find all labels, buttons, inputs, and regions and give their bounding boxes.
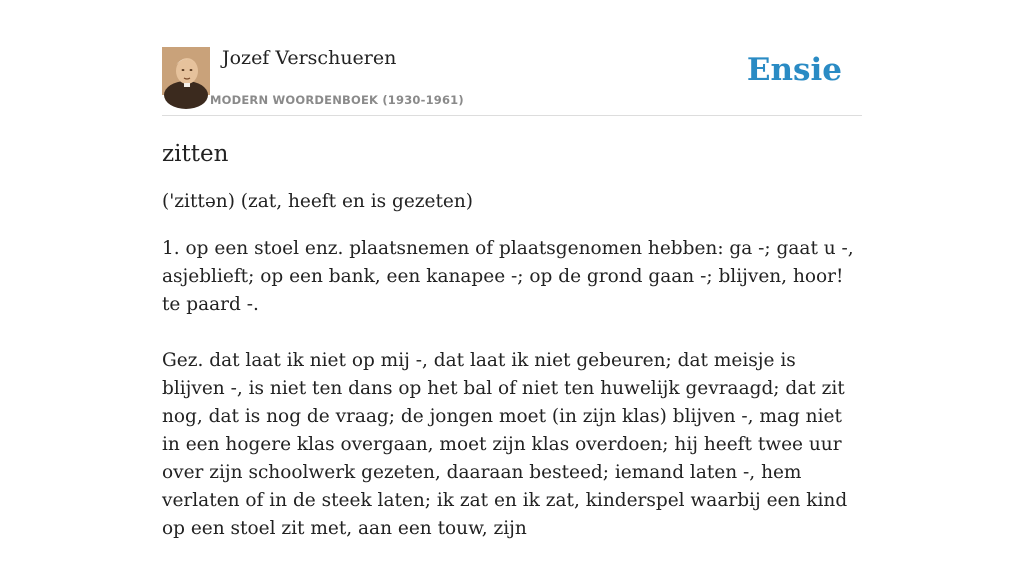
header-divider: [162, 115, 862, 116]
entry-paragraph-1: 1. op een stoel enz. plaatsnemen of plaatsgenomen hebben: ga -; gaat u -, asjeblieft; op een bank, een kanapee -; op de grond gaan -; blijven, hoor! te paard -.: [162, 238, 854, 315]
source-label[interactable]: MODERN WOORDENBOEK (1930-1961): [210, 93, 464, 107]
author-portrait-icon: [162, 47, 210, 95]
entry-pronunciation: ('zittən) (zat, heeft en is gezeten): [162, 191, 473, 212]
author-name[interactable]: Jozef Verschueren: [222, 47, 397, 69]
author-avatar[interactable]: [162, 47, 210, 95]
brand-logo[interactable]: Ensie: [746, 52, 842, 88]
entry-paragraph-2: Gez. dat laat ik niet op mij -, dat laat ik niet gebeuren; dat meisje is blijven -, is niet ten dans op het bal of niet ten huwelijk gevraagd; dat zit nog, dat is nog de vraag; de jongen moet (in zijn klas) blijven -, mag niet in een hogere klas overgaan, moet zijn klas overdoen; hij heeft twee uur over zijn schoolwerk gezeten, daaraan besteed; iemand laten -, hem verlaten of in de steek laten; ik zat en ik zat, kinderspel waarbij een kind op een stoel zit met, aan een touw, zijn: [162, 350, 848, 539]
entry-term: zitten: [162, 141, 229, 167]
entry-content: [162, 138, 862, 571]
entry-header: [162, 46, 862, 116]
